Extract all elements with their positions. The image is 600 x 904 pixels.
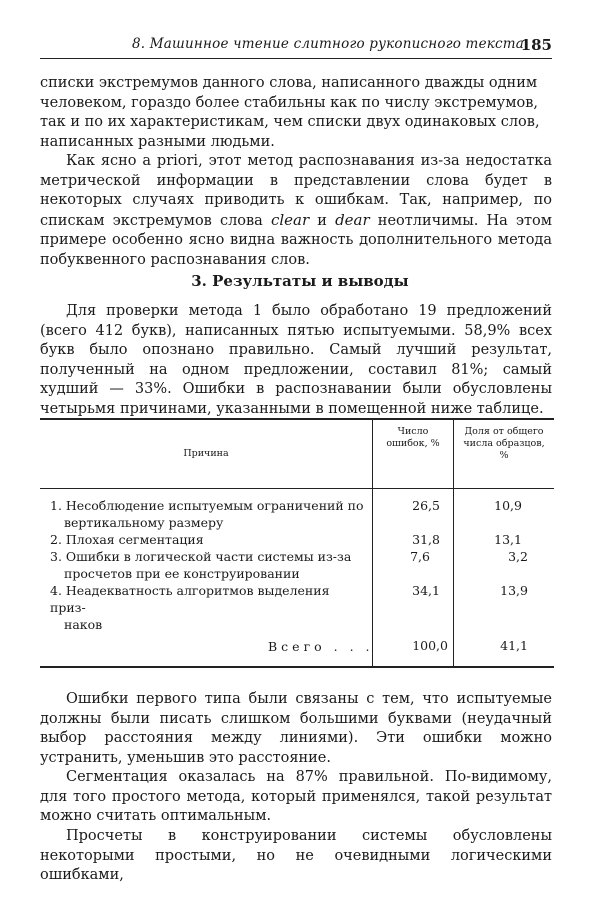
row-errors-value: 26,5 bbox=[412, 498, 440, 513]
table-column-divider bbox=[372, 418, 373, 668]
row-share-value: 3,2 bbox=[508, 549, 528, 564]
text-line: списки экстремумов данного слова, написанного дважды одним bbox=[40, 75, 538, 91]
text-line: написанных разными людьми. bbox=[40, 133, 275, 150]
header-share: Доля от общего числа образцов, % bbox=[463, 426, 545, 461]
row-cause-line: наков bbox=[64, 617, 103, 632]
header-cause: Причина bbox=[183, 448, 229, 459]
paragraph-text: Как ясно a priori, этот метод распознавания из-за недостатка метрической информации в представлении слова будет в некоторых случаях приводить к ошибкам. Так, например, по спискам экстремумов слова bbox=[40, 153, 552, 229]
row-errors-value: 31,8 bbox=[412, 532, 440, 547]
running-title: 8. Машинное чтение слитного рукописного текста bbox=[132, 36, 525, 52]
table-bottom-rule bbox=[40, 666, 554, 668]
handwritten-word-dear: dear bbox=[335, 210, 370, 229]
row-cause-line: вертикальному размеру bbox=[64, 515, 224, 530]
row-errors-value: 7,6 bbox=[410, 549, 430, 564]
row-cause-line: 3. Ошибки в логической части системы из-за bbox=[50, 549, 352, 564]
running-header bbox=[40, 36, 552, 60]
header-rule bbox=[40, 58, 552, 59]
paragraph-apriori bbox=[40, 152, 552, 271]
total-label: Всего . . . bbox=[268, 639, 374, 654]
paragraph-text: Ошибки первого типа были связаны с тем, что испытуемые должны были писать слишком большими буквами (неудачный выбор расстояния между линиями). Эти ошибки можно устранить, уменьшив это расстояние. bbox=[40, 691, 552, 766]
paragraph-segmentation bbox=[40, 768, 552, 827]
section-heading: 3. Результаты и выводы bbox=[191, 272, 409, 290]
row-cause-line: 1. Несоблюдение испытуемым ограничений по bbox=[50, 498, 364, 513]
paragraph-miscalculations bbox=[40, 827, 552, 886]
handwritten-word-clear: clear bbox=[270, 210, 310, 229]
paragraph-results bbox=[40, 302, 552, 420]
table-row bbox=[50, 548, 366, 582]
row-share-value: 13,9 bbox=[500, 583, 528, 598]
paragraph-text: Просчеты в конструировании системы обусловлены некоторыми простыми, но не очевидными логическими ошибками, bbox=[40, 828, 552, 884]
total-errors-value: 100,0 bbox=[412, 638, 448, 653]
total-share-value: 41,1 bbox=[500, 638, 528, 653]
row-share-value: 10,9 bbox=[494, 498, 522, 513]
text-line: так и по их характеристикам, чем списки двух одинаковых слов, bbox=[40, 114, 540, 131]
text-line: человеком, гораздо более стабильны как по числу экстремумов, bbox=[40, 94, 538, 111]
table-row bbox=[50, 531, 366, 548]
row-cause-line: просчетов при ее конструировании bbox=[64, 566, 300, 581]
row-cause-line: 2. Плохая сегментация bbox=[50, 532, 204, 547]
page-number: 185 bbox=[520, 36, 552, 54]
row-cause-line: 4. Неадекватность алгоритмов выделения приз- bbox=[50, 583, 330, 615]
table-row bbox=[50, 497, 366, 531]
header-errors: Число ошибок, % bbox=[386, 426, 440, 449]
paragraph-text: Сегментация оказалась на 87% правильной. По-видимому, для того простого метода, который применялся, такой результат можно считать оптимальным. bbox=[40, 769, 552, 825]
row-share-value: 13,1 bbox=[494, 532, 522, 547]
paragraph-continuation bbox=[40, 74, 552, 152]
row-errors-value: 34,1 bbox=[412, 583, 440, 598]
paragraph-text: неотличимы. На этом примере особенно ясно видна важность дополнительного метода побуквенного распознавания слов. bbox=[40, 212, 553, 268]
table-top-rule bbox=[40, 418, 554, 420]
table-header-rule bbox=[40, 488, 554, 489]
table-column-divider bbox=[453, 418, 454, 668]
paragraph-text: Для проверки метода 1 было обработано 19 предложений (всего 412 букв), написанных пятью испытуемыми. 58,9% всех букв было опознано правильно. Самый лучший результат, полученный на одном предложении, составил 81%; самый худший — 33%. Ошибки в распознавании были обусловлены четырьмя причинами, указанными в помещенной ниже таблице. bbox=[40, 303, 552, 417]
paragraph-first-type-errors bbox=[40, 690, 552, 768]
conjunction: и bbox=[317, 212, 327, 229]
table-row bbox=[50, 582, 366, 633]
results-table bbox=[40, 418, 554, 668]
